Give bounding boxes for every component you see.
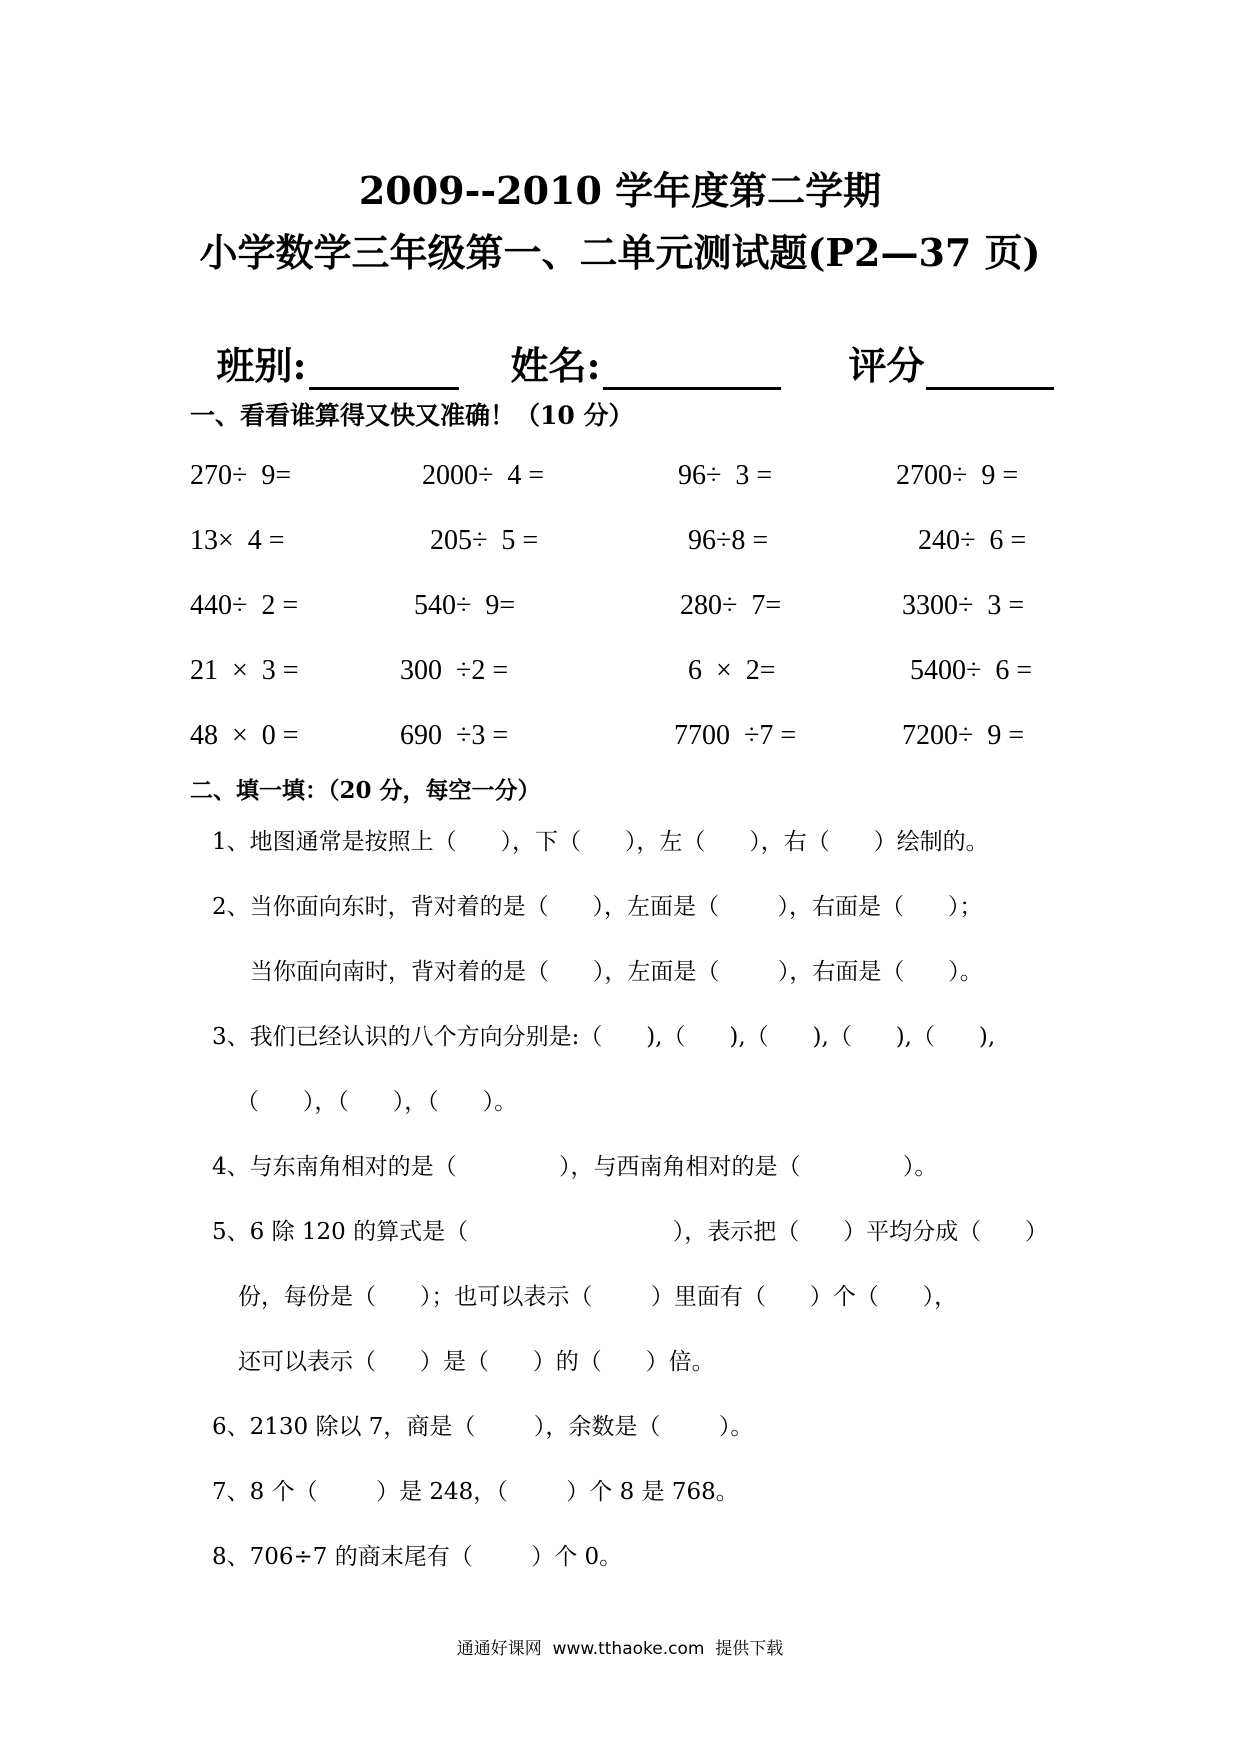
calc-item: 240÷ 6 = bbox=[918, 525, 1027, 556]
fill-question-8: 8、706÷7 的商末尾有（ ）个 0。 bbox=[212, 1544, 623, 1570]
fill-question-1: 1、地图通常是按照上（ ），下（ ），左（ ），右（ ）绘制的。 bbox=[212, 829, 989, 855]
footer-credit: 通通好课网 www.tthaoke.com 提供下载 bbox=[456, 1639, 784, 1659]
name-label: 姓名: bbox=[510, 343, 601, 388]
fill-question-7: 7、8 个（ ）是 248，（ ）个 8 是 768。 bbox=[212, 1479, 739, 1505]
fill-question-5a: 5、6 除 120 的算式是（ ），表示把（ ）平均分成（ ） bbox=[212, 1219, 1049, 1245]
calc-item: 7200÷ 9 = bbox=[902, 720, 1025, 751]
calc-item: 48 × 0 = bbox=[190, 720, 299, 751]
calc-item: 540÷ 9= bbox=[414, 590, 516, 621]
calc-item: 6 × 2= bbox=[688, 655, 776, 686]
calc-item: 2000÷ 4 = bbox=[422, 460, 545, 491]
calc-item: 440÷ 2 = bbox=[190, 590, 299, 621]
calc-item: 3300÷ 3 = bbox=[902, 590, 1025, 621]
calc-item: 96÷8 = bbox=[688, 525, 769, 556]
calc-item: 690 ÷3 = bbox=[400, 720, 509, 751]
fill-question-4: 4、与东南角相对的是（ ），与西南角相对的是（ ）。 bbox=[212, 1154, 938, 1180]
calc-item: 13× 4 = bbox=[190, 525, 285, 556]
name-field bbox=[484, 290, 781, 388]
score-field bbox=[822, 290, 1054, 388]
fill-question-5c: 还可以表示（ ）是（ ）的（ ）倍。 bbox=[238, 1349, 715, 1375]
exam-title-subject: 小学数学三年级第一、二单元测试题(P2—37 页) bbox=[199, 230, 1041, 275]
fill-question-6: 6、2130 除以 7，商是（ ），余数是（ ）。 bbox=[212, 1414, 754, 1440]
fill-question-3b: （ ），（ ），（ ）。 bbox=[236, 1089, 518, 1115]
class-label: 班别: bbox=[216, 343, 307, 388]
fill-question-2b: 当你面向南时，背对着的是（ ），左面是（ ），右面是（ ）。 bbox=[250, 959, 983, 985]
section2-heading: 二、填一填：（20 分，每空一分） bbox=[190, 777, 541, 804]
calc-item: 7700 ÷7 = bbox=[674, 720, 797, 751]
section1-heading: 一、看看谁算得又快又准确！（10 分） bbox=[190, 401, 634, 430]
name-blank bbox=[603, 351, 781, 390]
calc-item: 5400÷ 6 = bbox=[910, 655, 1033, 686]
score-blank bbox=[926, 351, 1054, 390]
calc-item: 21 × 3 = bbox=[190, 655, 299, 686]
fill-question-5b: 份，每份是（ ）；也可以表示（ ）里面有（ ）个（ ）， bbox=[238, 1284, 958, 1310]
calc-item: 280÷ 7= bbox=[680, 590, 782, 621]
class-blank bbox=[309, 351, 459, 390]
calc-item: 300 ÷2 = bbox=[400, 655, 509, 686]
fill-question-2a: 2、当你面向东时，背对着的是（ ），左面是（ ），右面是（ ）； bbox=[212, 894, 983, 920]
score-label: 评分 bbox=[848, 343, 925, 388]
calc-item: 96÷ 3 = bbox=[678, 460, 773, 491]
calc-item: 205÷ 5 = bbox=[430, 525, 539, 556]
exam-title-year: 2009--2010 学年度第二学期 bbox=[358, 168, 882, 213]
calc-item: 270÷ 9= bbox=[190, 460, 292, 491]
calc-item: 2700÷ 9 = bbox=[896, 460, 1019, 491]
fill-question-3a: 3、我们已经认识的八个方向分别是:（ ),（ ),（ ),（ ),（ ), bbox=[212, 1024, 996, 1050]
class-field bbox=[190, 290, 459, 388]
